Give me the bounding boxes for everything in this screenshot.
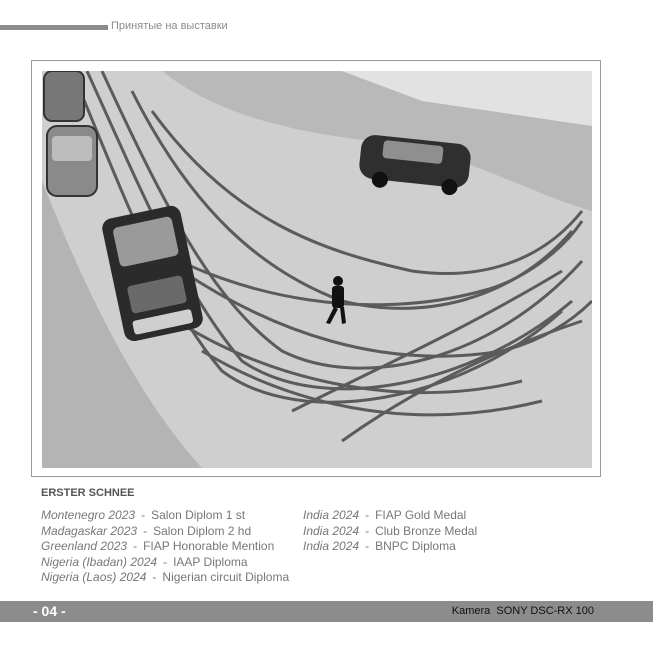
award-name: FIAP Gold Medal [375,508,467,522]
award-name: Nigerian circuit Diploma [162,570,290,585]
award-name: Salon Diplom 1 st [151,508,246,522]
award-place: Montenegro 2023 [41,508,136,522]
award-entry: Greenland 2023 - FIAP Honorable Mention [41,539,275,554]
footer-bar [0,601,653,622]
award-entry: India 2024 - BNPC Diploma [303,539,456,554]
award-place: Nigeria (Ibadan) 2024 [41,554,158,569]
section-title: Принятые на выставки [111,20,228,32]
award-name: IAAP Diploma [173,554,248,569]
page-number: - 04 - [33,603,66,619]
award-place: Nigeria (Laos) 2024 [41,570,147,585]
award-place: India 2024 [303,508,360,522]
award-entry: Madagaskar 2023 - Salon Diplom 2 hd [41,523,252,538]
camera-info: Kamera SONY DSC-RX 100 [451,605,594,617]
header-bar [0,25,108,30]
photograph [42,71,592,468]
award-entry: India 2024 - Club Bronze Medal [303,523,478,538]
photo-title: ERSTER SCHNEE [41,487,135,499]
award-name: Salon Diplom 2 hd [153,523,252,538]
award-name: BNPC Diploma [375,539,456,554]
awards-list-left [41,508,289,586]
award-place: Madagaskar 2023 [41,523,138,538]
award-name: FIAP Honorable Mention [143,539,275,554]
awards-list-right [303,508,477,555]
award-entry: India 2024 - FIAP Gold Medal [303,508,467,522]
award-place: Greenland 2023 [41,539,128,554]
award-place: India 2024 [303,523,360,538]
award-place: India 2024 [303,539,360,554]
award-entry: Nigeria (Ibadan) 2024 - IAAP Diploma [41,554,248,569]
award-entry: Nigeria (Laos) 2024 - Nigerian circuit Diploma [41,570,290,585]
award-entry: Montenegro 2023 - Salon Diplom 1 st [41,508,246,522]
award-name: Club Bronze Medal [375,523,478,538]
